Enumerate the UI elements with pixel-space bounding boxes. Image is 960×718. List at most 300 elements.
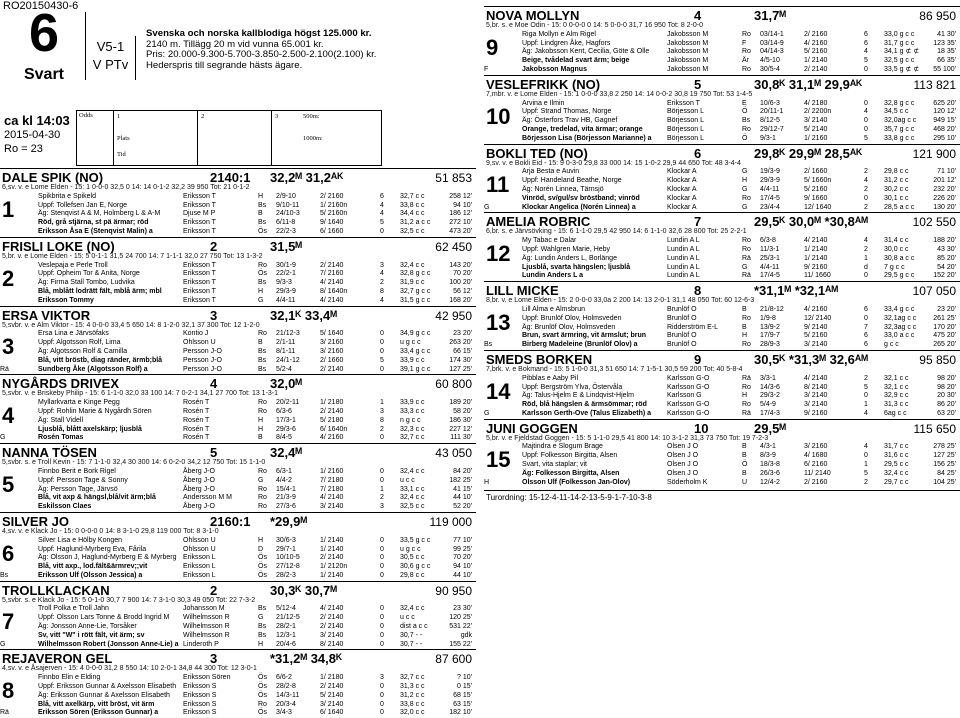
race-cell: Eriksson Sören (Eriksson Gunnar) a xyxy=(38,709,159,717)
race-cell: Rosén T xyxy=(183,407,210,415)
m500-label: 500m: xyxy=(303,113,320,120)
horse-entry xyxy=(484,212,960,281)
horse-header xyxy=(484,144,960,160)
race-cell: Blå, vit axp & hängsl,blå/vit ärm;blå xyxy=(38,494,156,502)
race-cell: 21/12-5 xyxy=(276,614,300,622)
race-row xyxy=(484,117,960,126)
race-cell: Ro xyxy=(742,401,751,409)
race-cell: 23/4-4 xyxy=(760,203,780,211)
race-cell: 4/4-2 xyxy=(276,476,292,484)
race-cell: 4/4-11 xyxy=(760,263,780,271)
horse-prize: 102 550 xyxy=(912,215,956,230)
race-cell: G xyxy=(742,203,748,211)
race-cell: 5/4-9 xyxy=(760,401,776,409)
race-cell: H xyxy=(742,177,748,185)
horse-prize: 62 450 xyxy=(435,239,472,254)
race-row xyxy=(484,375,960,384)
race-cell: Lill Alma e Almsbrun xyxy=(522,305,586,313)
race-cell: 4 xyxy=(864,177,868,185)
race-cell: 20/4-6 xyxy=(276,640,296,648)
race-cell: 261 25' xyxy=(933,314,956,322)
race-cell: 29/3-9 xyxy=(760,177,780,185)
horse-odds: 3 xyxy=(210,307,218,323)
race-cell: Johansson M xyxy=(183,605,225,613)
race-cell: g c c xyxy=(884,341,899,349)
race-cell: 33,5 g ⊄ ⊄ xyxy=(884,65,920,73)
race-cell: 32,4 c c xyxy=(400,467,425,475)
race-cell: 43 30' xyxy=(937,245,956,253)
race-cell: 32,5 c c xyxy=(400,503,425,511)
race-cell: 29/3-9 xyxy=(276,287,296,295)
race-cell: Bs xyxy=(258,623,267,631)
race-row xyxy=(0,572,476,581)
race-cell: Ohlsson U xyxy=(183,545,216,553)
race-row xyxy=(484,341,960,350)
race-cell: Ohlsson U xyxy=(183,536,216,544)
race-cell: Linderoth P xyxy=(183,640,219,648)
race-cell: 0 xyxy=(864,117,868,125)
race-row xyxy=(484,452,960,461)
race-cell: Ridderström E-L xyxy=(667,323,718,331)
race-cell: Orange, tredelad, vita ärmar; orange xyxy=(522,125,643,133)
race-cell: 3/ 2140 xyxy=(320,503,344,511)
horse-record: *31,1ᴹ *32,1ᴬᴹ xyxy=(754,283,839,299)
race-cell: 4 xyxy=(380,201,384,209)
race-cell: Röd, grå stjärna, st pä ärmar; röd xyxy=(38,219,149,227)
race-row xyxy=(0,339,476,348)
race-row xyxy=(484,66,960,75)
race-cell: B xyxy=(742,305,747,313)
race-cell: 71 10' xyxy=(937,168,956,176)
race-cell: Arvina e Ilmin xyxy=(522,99,565,107)
race-cell: 8/1-11 xyxy=(276,347,296,355)
race-row xyxy=(484,135,960,144)
horse-name: NYGÅRDS DRIVEX xyxy=(2,376,120,392)
start-number: 1 xyxy=(2,196,15,222)
horse-record: 30,5ᴷ *31,3ᴹ 32,6ᴬᴹ xyxy=(754,351,868,367)
race-cell: 4/ 2140 xyxy=(804,237,828,245)
race-cell: 31,4 c c xyxy=(884,237,909,245)
race-row xyxy=(0,228,476,237)
race-cell: 265 20' xyxy=(933,341,956,349)
race-cell: 9/ 2140 xyxy=(804,323,828,331)
horse-body xyxy=(0,537,476,581)
race-cell: 58 20' xyxy=(453,407,472,415)
race-cell: Ö xyxy=(742,108,748,116)
race-cell: 29,5 g c c xyxy=(884,272,915,280)
horse-header xyxy=(0,306,476,322)
horse-odds: 4 xyxy=(694,8,702,23)
race-cell: Wilhelmsson R xyxy=(183,631,230,639)
horse-stats: 7,mbr. v. e Lome Elden - 15: 1 0-0-0 33,8 2 250 14: 14 0-0-2 30,8 19 750 Tot: 53 1-4-5 xyxy=(486,90,753,98)
race-cell: 227 12' xyxy=(449,425,472,433)
race-cell: Börjesson L xyxy=(667,134,704,142)
race-cell: 5 xyxy=(864,134,868,142)
race-cell: 31,3 c c xyxy=(884,401,909,409)
race-cell: H xyxy=(258,287,264,295)
race-cell: Finnbo Berit e Bork Rigel xyxy=(38,467,116,475)
race-row xyxy=(0,605,476,614)
race-cell: Bs xyxy=(258,356,267,364)
race-cell: Eriksson T xyxy=(183,287,216,295)
race-cell: 30,6 g c c xyxy=(400,563,431,571)
race-cell: 31,5 g c c xyxy=(400,296,431,304)
horse-stats: 5,svbr. v. e Alm Viktor - 15: 4 0-0-0 33,4 5 650 14: 8 1-2-0 32,1 37 300 Tot: 12 1-2-0 xyxy=(2,321,260,329)
race-cell: Bs xyxy=(258,347,267,355)
race-cell: G xyxy=(0,640,6,648)
race-row xyxy=(0,632,476,641)
race-cell: D xyxy=(258,545,264,553)
race-cell: Ro xyxy=(258,503,267,511)
start-number: 7 xyxy=(2,609,15,635)
race-cell: Spikbrita e Spikeld xyxy=(38,192,96,200)
race-cell: 30,8 a c c xyxy=(884,254,915,262)
race-cell: 23 30' xyxy=(453,605,472,613)
race-cell: 23 20' xyxy=(453,330,472,338)
race-cell: Ljusblå, svarta hängslen; ljusblå xyxy=(522,263,631,271)
race-cell: 18 35' xyxy=(937,48,956,56)
plats-label: Plats xyxy=(117,135,130,142)
start-number: 5 xyxy=(2,471,15,497)
race-cell: Ro xyxy=(742,194,751,202)
race-cell: Ro xyxy=(742,237,751,245)
horse-odds: 4 xyxy=(210,376,218,392)
race-row xyxy=(484,324,960,333)
race-cell: 2/ 2140 xyxy=(320,407,344,415)
race-cell: 14/3-6 xyxy=(760,383,780,391)
race-cell: Ro xyxy=(742,245,751,253)
horse-entry xyxy=(0,306,476,375)
race-cell: Lundin A L xyxy=(667,272,700,280)
horse-prize: 119 000 xyxy=(429,514,472,529)
race-cell: 33,0 g c c xyxy=(884,30,915,38)
race-cell: Lundin A L xyxy=(667,254,700,262)
notes-grid xyxy=(76,110,382,166)
race-cell: 0 xyxy=(380,347,384,355)
race-cell: 186 12' xyxy=(449,210,472,218)
race-cell: 5/ 2160 xyxy=(804,48,828,56)
start-number: 12 xyxy=(486,241,511,267)
race-cell: 32,7 c c xyxy=(400,674,425,682)
race-cell: Olsen J O xyxy=(667,443,699,451)
horse-prize: 86 950 xyxy=(919,9,956,23)
race-cell: Rä xyxy=(742,374,751,382)
race-cell: Brunlöf O xyxy=(667,332,697,340)
turordning: Turordning: 15-12-4-11-14-2-13-5-9-1-7-10-3-8 xyxy=(484,490,960,502)
race-cell: Ös xyxy=(258,691,267,699)
race-cell: G xyxy=(484,409,490,417)
race-cell: 33,8 c c xyxy=(400,201,425,209)
race-cell: 0 xyxy=(864,272,868,280)
start-number: 4 xyxy=(2,403,15,429)
race-cell: 33,5 g c c xyxy=(400,536,431,544)
horse-record: 32,4ᴹ xyxy=(270,445,303,461)
race-cell: 34,1 g ⊄ ⊄ xyxy=(884,48,920,56)
race-row xyxy=(0,330,476,339)
race-cell: 33,8 g c c xyxy=(884,134,915,142)
race-cell: 2/ 2160 xyxy=(804,478,828,486)
race-cell: Eriksson S xyxy=(183,691,217,699)
race-cell: 6/3-8 xyxy=(760,237,776,245)
horse-body xyxy=(0,468,476,512)
race-cell: 2 xyxy=(864,185,868,193)
horse-stats: 6,br. s. e Järvsövking - 15: 6 1-1-0 29,5 42 950 14: 6 1-1-0 32,6 28 800 Tot: 25 2-2-1 xyxy=(486,228,747,236)
race-row xyxy=(0,417,476,426)
race-cell: 31,2 c c xyxy=(884,177,909,185)
horse-record: 30,3ᴷ 30,7ᴹ xyxy=(270,582,337,598)
race-cell: Äg: Norén Linnea, Tärnsjö xyxy=(522,185,604,193)
horse-odds: 9 xyxy=(694,351,702,367)
race-cell: 77 10' xyxy=(453,536,472,544)
horse-odds: 10 xyxy=(694,420,709,436)
race-cell: 28,5 a c c xyxy=(884,203,915,211)
race-row xyxy=(0,357,476,366)
race-cell: Lundin A L xyxy=(667,263,700,271)
race-cell: H xyxy=(258,425,264,433)
race-cell: 21/12-3 xyxy=(276,330,300,338)
race-cell: Ö xyxy=(742,134,748,142)
race-cell: 258 12' xyxy=(449,192,472,200)
race-cell: Bs xyxy=(258,631,267,639)
race-cell: Olsen J O xyxy=(667,461,699,469)
race-cell: Svart, vita staplar; vit xyxy=(522,461,587,469)
race-cell: Klockar A xyxy=(667,194,697,202)
race-row xyxy=(0,193,476,202)
race-cell: 29/7-1 xyxy=(276,545,296,553)
race-cell: Rosén T xyxy=(183,399,210,407)
horse-prize: 60 800 xyxy=(435,377,472,392)
race-cell: Äg: Lundin Anders L, Borlänge xyxy=(522,254,617,262)
horse-stats: 7,brk. v. e Bokmand - 15: 5 1-0-0 31,3 51 650 14: 7 1-5-1 30,5 59 200 Tot: 40 5-8-4 xyxy=(486,365,743,373)
race-cell: u g c c xyxy=(400,545,421,553)
race-cell: H xyxy=(742,392,748,400)
race-cell: 28/9-3 xyxy=(760,341,780,349)
horse-odds: 2 xyxy=(210,582,218,598)
race-cell: 04/14-3 xyxy=(760,48,784,56)
race-cell: 1/ 2160n xyxy=(320,201,348,209)
race-cell: Brunlöf O xyxy=(667,341,697,349)
race-cell: 32,4 c c xyxy=(884,469,909,477)
race-cell: Klockar A xyxy=(667,168,697,176)
race-cell: 94 10' xyxy=(453,563,472,571)
race-cell: Eriksson S xyxy=(183,709,217,717)
race-cell: 32,7 c c xyxy=(400,192,425,200)
race-row xyxy=(0,494,476,503)
start-number: 9 xyxy=(486,34,499,60)
race-cell: 22/2-3 xyxy=(276,227,296,235)
race-cell: Ös xyxy=(258,674,267,682)
race-cell: 4/ 2140 xyxy=(320,605,344,613)
race-cell: 8 xyxy=(380,287,384,295)
race-number: 6 xyxy=(28,3,60,63)
race-row xyxy=(0,486,476,495)
race-cell: Rosén Tomas xyxy=(38,434,84,442)
horse-name: JUNI GOGGEN xyxy=(486,420,578,436)
race-cell: Börjesson L xyxy=(667,108,704,116)
race-cell: Ersa Lina e Järvsöfaks xyxy=(38,330,109,338)
race-cell: 29,8 c c xyxy=(400,571,425,579)
race-cell: 14/3-11 xyxy=(276,691,300,699)
race-cell: Silver Lisa e Hölby Kongen xyxy=(38,536,123,544)
horse-stats: 8,br. v. e Lome Elden - 15: 2 0-0-0 33,0a 2 200 14: 13 2-0-1 31,1 48 050 Tot: 60 12-6-3 xyxy=(486,297,755,305)
race-cell: 1/9-8 xyxy=(760,314,776,322)
race-cell: 3 xyxy=(380,503,384,511)
race-cell: 0 xyxy=(380,554,384,562)
horse-record: 32,2ᴹ 31,2ᴬᴷ xyxy=(270,170,344,185)
race-cell: Bs xyxy=(258,219,267,227)
race-cell: 1/ 2140 xyxy=(320,571,344,579)
race-cell: 6 xyxy=(864,305,868,313)
race-cell: 28/2-3 xyxy=(276,571,296,579)
horse-record: *29,9ᴹ xyxy=(270,513,308,529)
race-cell: 949 15' xyxy=(933,117,956,125)
race-cell: Karlsson Gerth-Ove (Talus Elizabeth) a xyxy=(522,409,652,417)
race-cell: 33,4 g c c xyxy=(400,347,431,355)
race-cell: Bs xyxy=(258,605,267,613)
odds-label: Odds xyxy=(79,112,93,119)
race-cell: 6/11-8 xyxy=(276,219,296,227)
race-cell: 32,1ag c c xyxy=(884,314,917,322)
horse-name: SILVER JO xyxy=(2,513,69,529)
horse-header xyxy=(0,374,476,390)
race-cell: 0 xyxy=(380,631,384,639)
race-cell: 8/ 2140 xyxy=(320,640,344,648)
horse-body xyxy=(484,306,960,350)
horse-entry xyxy=(484,350,960,419)
race-cell: 2 xyxy=(864,478,868,486)
race-cell: Uppf: Strand Thomas, Norge xyxy=(522,108,612,116)
race-cell: 5/ 2160 xyxy=(804,185,828,193)
race-cell: Äg: Jakobsson Kent, Cecilia, Göte & Olle xyxy=(522,48,650,56)
race-cell: 30,7 - - xyxy=(400,631,423,639)
race-cell: Eriksson Åsa E (Stenqvist Malin) a xyxy=(38,227,153,235)
race-cell: Blå, vitt bröstb, diag ränder, ärmb;blå xyxy=(38,356,163,364)
race-cell: Uppf: Bergström Ylva, Östervåla xyxy=(522,383,623,391)
race-cell: 3/ 2140 xyxy=(804,392,828,400)
horse-entry xyxy=(0,374,476,443)
race-cell: 27/3-6 xyxy=(276,503,296,511)
race-cell: Ös xyxy=(258,563,267,571)
race-cell: Olsson Ulf (Folkesson Jan-Olov) xyxy=(522,478,631,486)
race-cell: 3 xyxy=(380,674,384,682)
race-row xyxy=(0,563,476,572)
race-row xyxy=(484,272,960,281)
race-cell: 5/ 1640 xyxy=(320,330,344,338)
horse-name: REJAVERON GEL xyxy=(2,651,113,667)
race-cell: 33,3 c c xyxy=(400,407,425,415)
race-row xyxy=(484,204,960,213)
race-cell: 1/ 2180 xyxy=(320,399,344,407)
race-cell: Sv, vitt "W" i rött fält, vit ärm; sv xyxy=(38,631,145,639)
race-cell: 84 20' xyxy=(453,467,472,475)
race-cell: 531 22' xyxy=(449,623,472,631)
race-cell: Ro xyxy=(742,341,751,349)
race-cell: 1/ 2160 xyxy=(320,467,344,475)
race-row xyxy=(0,614,476,623)
race-cell: Birberg Madeleine (Brunlöf Olov) a xyxy=(522,341,638,349)
race-cell: Eriksson T xyxy=(183,261,216,269)
race-cell: n g c c xyxy=(400,416,421,424)
race-cell: 9/ 2160 xyxy=(804,409,828,417)
race-cell: Uppf: Persson Tage & Sonny xyxy=(38,476,128,484)
race-cell: 03/14-9 xyxy=(760,39,784,47)
race-cell: 272 10' xyxy=(449,219,472,227)
race-cell: 5/ 1660n xyxy=(804,177,832,185)
race-cell: 66 15' xyxy=(453,347,472,355)
race-cell: 21/3-9 xyxy=(276,494,296,502)
race-cell: 34,4 c c xyxy=(400,210,425,218)
race-cell: 33,1 c c xyxy=(400,485,425,493)
race-cell: H xyxy=(258,416,264,424)
race-cell: G xyxy=(258,614,264,622)
race-cell: Äg: Firma Stall Tombo, Ludvika xyxy=(38,279,135,287)
race-cell: Blå, vitt axelkärp, vitt bröst, vit ärm xyxy=(38,700,155,708)
race-cell: ? 10' xyxy=(457,674,472,682)
race-cell: 0 xyxy=(380,614,384,622)
horse-prize: 95 850 xyxy=(919,352,956,367)
horse-odds: 2160:1 xyxy=(210,513,251,529)
race-cell: Äg: Algotsson Rolf & Camilla xyxy=(38,347,128,355)
race-cell: 1 xyxy=(380,485,384,493)
race-cell: Äg: Jonsson Anne-Lie, Torsåker xyxy=(38,623,137,631)
race-cell: Eriksson T xyxy=(183,296,216,304)
race-cell: H xyxy=(258,640,264,648)
horse-header xyxy=(484,6,960,22)
race-cell: Eriksson L xyxy=(183,571,216,579)
horse-body xyxy=(0,193,476,237)
race-row xyxy=(0,297,476,306)
horse-stats: 4,sv. v. e Åsajerven - 15: 4 0-0-0 31,2 8 550 14: 10 2-0-1 34,8 44 300 Tot: 12 3-0-1 xyxy=(2,665,257,673)
race-cell: 29,5 c c xyxy=(884,461,909,469)
race-cell: Jakobsson M xyxy=(667,57,709,65)
race-ro: Ro = 23 xyxy=(4,143,43,155)
race-cell: 4/ 2180 xyxy=(804,99,828,107)
race-cell: 68 15' xyxy=(453,691,472,699)
race-cell: Persson J-O xyxy=(183,365,222,373)
race-cell: 4 xyxy=(864,409,868,417)
race-cell: Uppf: Opheim Tor & Anita, Norge xyxy=(38,270,140,278)
race-row xyxy=(0,399,476,408)
race-cell: 226 20' xyxy=(933,194,956,202)
race-cell: Persson J-O xyxy=(183,347,222,355)
race-cell: 10/6-3 xyxy=(760,99,780,107)
race-cell: Äg: Eriksson Gunnar & Axelsson Elisabeth xyxy=(38,691,170,699)
race-cell: 6ag c c xyxy=(884,409,907,417)
race-cell: Röd, blå hängslen & ärmsömmar; röd xyxy=(522,401,647,409)
race-row xyxy=(484,264,960,273)
race-cell: 55 100' xyxy=(933,65,956,73)
race-cell: 5/ 2160 xyxy=(804,332,828,340)
race-cell: 31,2 c c xyxy=(400,691,425,699)
race-row xyxy=(0,210,476,219)
race-cell: 32,1 c c xyxy=(884,383,909,391)
race-date: 2015-04-30 xyxy=(4,129,61,141)
race-row xyxy=(0,701,476,710)
horse-body xyxy=(484,31,960,75)
race-cell: 22/2-1 xyxy=(276,270,296,278)
horse-name: DALE SPIK (NO) xyxy=(2,170,104,185)
race-cell: B xyxy=(742,443,747,451)
race-cell: 32,0 c c xyxy=(400,709,425,717)
race-cell: 56 12' xyxy=(453,287,472,295)
horse-record: 32,0ᴹ xyxy=(270,376,303,392)
race-cell: 18/3-8 xyxy=(760,461,780,469)
race-line: 2140 m. Tillägg 20 m vid vunna 65.001 kr. xyxy=(146,38,324,50)
race-cell: 1/ 2140 xyxy=(804,254,828,262)
race-cell: Börjesson L xyxy=(667,125,704,133)
race-cell: 33,8 c c xyxy=(400,700,425,708)
race-cell: Blå, vitt axp., lod.fält&ärmrev;;vit xyxy=(38,563,148,571)
